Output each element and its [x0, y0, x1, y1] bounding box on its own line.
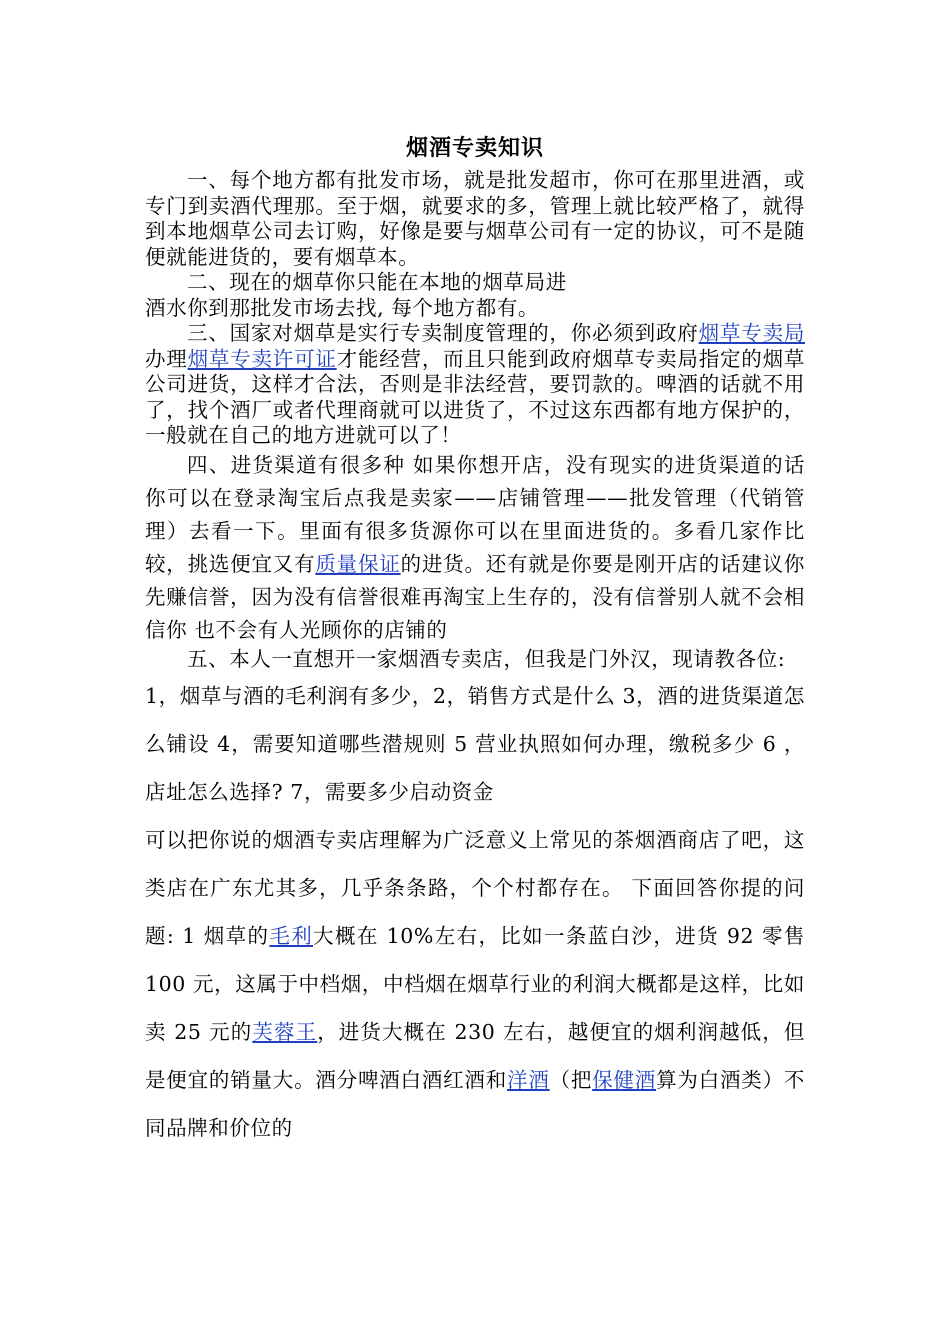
- paragraph-7-text-1: 可以把你说的烟酒专卖店理解为广泛意义上常见的茶烟酒商店了吧，这类店在广东尤其多，几乎条条路，个个村都存在。 下面回答你提的问题: 1 烟草的: [145, 828, 805, 948]
- paragraph-3-text-1: 三、国家对烟草是实行专卖制度管理的，你必须到政府: [187, 321, 699, 345]
- paragraph-3: [145, 321, 805, 449]
- paragraph-4: [145, 449, 805, 647]
- quality-guarantee-link[interactable]: 质量保证: [315, 551, 401, 576]
- paragraph-1: 一、每个地方都有批发市场，就是批发超市，你可在那里进酒，或专门到卖酒代理那。至于烟，就要求的多，管理上就比较严格了，就得到本地烟草公司去订购，好像是要与烟草公司有一定的协议，可不是随便就能进货的，要有烟草本。: [145, 168, 805, 269]
- paragraph-2-line-2: 酒水你到那批发市场去找, 每个地方都有。: [145, 295, 540, 320]
- gross-profit-link[interactable]: 毛利: [269, 924, 314, 948]
- paragraph-6: 1，烟草与酒的毛利润有多少，2，销售方式是什么 3，酒的进货渠道怎么铺设 4，需要知道哪些潜规则 5 营业执照如何办理，缴税多少 6 ，店址怎么选择? 7，需要多少启动资金: [145, 684, 805, 804]
- paragraph-3-text-2: 办理: [145, 346, 188, 371]
- paragraph-7-text-2: 大概在 10%左右，比如一条蓝白沙，进货 92 零售 100 元，这属于中档烟，中档烟在烟草行业的利润大概都是这样，比如卖 25 元的: [145, 924, 805, 1044]
- document-title: 烟酒专卖知识: [405, 135, 544, 161]
- paragraph-5: 五、本人一直想开一家烟酒专卖店，但我是门外汉，现请教各位:: [187, 646, 786, 671]
- paragraph-7-text-5: 算为白酒类）不同品牌和价位的: [145, 1068, 805, 1140]
- paragraph-7-text-4: （把: [549, 1068, 593, 1092]
- paragraph-2-line-1: 二、现在的烟草你只能在本地的烟草局进: [187, 270, 567, 294]
- paragraph-4-text-2: 的进货。还有就是你要是刚开店的话建议你先赚信誉，因为没有信誉很难再淘宝上生存的，没有信誉别人就不会相信你 也不会有人光顾你的店铺的: [145, 551, 805, 642]
- health-wine-link[interactable]: 保健酒: [592, 1068, 657, 1092]
- foreign-liquor-link[interactable]: 洋酒: [507, 1068, 550, 1092]
- document-page: [145, 128, 805, 1152]
- paragraph-7-text-3: ，进货大概在 230 左右，越便宜的烟利润越低，但是便宜的销量大。酒分啤酒白酒红酒和: [145, 1020, 805, 1092]
- tobacco-license-link[interactable]: 烟草专卖许可证: [187, 346, 337, 371]
- paragraph-7: [145, 816, 805, 1152]
- tobacco-bureau-link[interactable]: 烟草专卖局: [698, 321, 805, 345]
- paragraph-3-text-3: 才能经营，而且只能到政府烟草专卖局指定的烟草公司进货，这样才合法，否则是非法经营，要罚款的。啤酒的话就不用了，找个酒厂或者代理商就可以进货了，不过这东西都有地方保护的，一般就在自己的地方进就可以了！: [145, 346, 805, 447]
- paragraph-4-text-1: 四、进货渠道有很多种 如果你想开店，没有现实的进货渠道的话 你可以在登录淘宝后点我是卖家——店铺管理——批发管理（代销管理）去看一下。里面有很多货源你可以在里面进货的。多看几家作比较，挑选便宜又有: [145, 452, 805, 576]
- furongwang-link[interactable]: 芙蓉王: [252, 1020, 318, 1044]
